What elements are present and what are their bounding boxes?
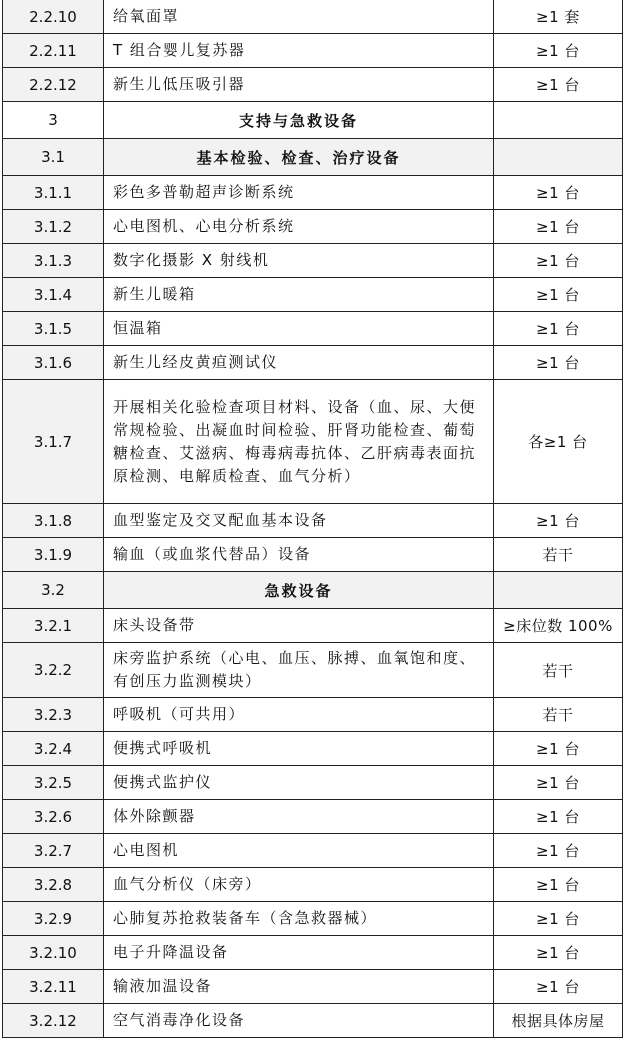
item-quantity: ≥床位数 100% bbox=[494, 609, 623, 643]
item-number: 3.2.7 bbox=[3, 834, 104, 868]
item-quantity: ≥1 台 bbox=[494, 868, 623, 902]
item-number: 3.1.2 bbox=[3, 210, 104, 244]
section-row bbox=[3, 572, 623, 609]
item-quantity: ≥1 台 bbox=[494, 346, 623, 380]
item-number: 3.2.10 bbox=[3, 936, 104, 970]
item-quantity: 若干 bbox=[494, 698, 623, 732]
table-row bbox=[3, 868, 623, 902]
item-number: 3.2.6 bbox=[3, 800, 104, 834]
item-name: 呼吸机（可共用） bbox=[104, 698, 494, 732]
table-row bbox=[3, 732, 623, 766]
table-row bbox=[3, 1004, 623, 1038]
item-quantity: ≥1 台 bbox=[494, 834, 623, 868]
item-quantity: ≥1 台 bbox=[494, 278, 623, 312]
item-name: 输血（或血浆代替品）设备 bbox=[104, 538, 494, 572]
item-number: 3.2.3 bbox=[3, 698, 104, 732]
section-number: 3.2 bbox=[3, 572, 104, 609]
table-row bbox=[3, 902, 623, 936]
item-name: T 组合婴儿复苏器 bbox=[104, 34, 494, 68]
item-number: 3.1.4 bbox=[3, 278, 104, 312]
item-name: 血气分析仪（床旁） bbox=[104, 868, 494, 902]
item-name: 便携式呼吸机 bbox=[104, 732, 494, 766]
item-name: 新生儿经皮黄疸测试仪 bbox=[104, 346, 494, 380]
item-quantity: 根据具体房屋 bbox=[494, 1004, 623, 1038]
item-number: 2.2.11 bbox=[3, 34, 104, 68]
item-quantity: ≥1 台 bbox=[494, 902, 623, 936]
item-quantity: ≥1 台 bbox=[494, 936, 623, 970]
item-quantity: ≥1 台 bbox=[494, 176, 623, 210]
item-name: 血型鉴定及交叉配血基本设备 bbox=[104, 504, 494, 538]
item-number: 3.1.5 bbox=[3, 312, 104, 346]
item-number: 3.2.9 bbox=[3, 902, 104, 936]
item-name: 心肺复苏抢救装备车（含急救器械） bbox=[104, 902, 494, 936]
section-row bbox=[3, 139, 623, 176]
table-row bbox=[3, 643, 623, 698]
item-number: 2.2.12 bbox=[3, 68, 104, 102]
item-number: 3.1.9 bbox=[3, 538, 104, 572]
item-quantity bbox=[494, 102, 623, 139]
item-quantity: ≥1 台 bbox=[494, 800, 623, 834]
item-quantity: 各≥1 台 bbox=[494, 380, 623, 504]
table-row bbox=[3, 176, 623, 210]
item-number: 3.2.8 bbox=[3, 868, 104, 902]
item-number: 3.1.8 bbox=[3, 504, 104, 538]
item-number: 3.2.5 bbox=[3, 766, 104, 800]
table-row bbox=[3, 504, 623, 538]
item-quantity: ≥1 台 bbox=[494, 244, 623, 278]
item-number: 3.2.4 bbox=[3, 732, 104, 766]
item-quantity: ≥1 台 bbox=[494, 504, 623, 538]
section-row bbox=[3, 102, 623, 139]
item-name: 输液加温设备 bbox=[104, 970, 494, 1004]
table-row bbox=[3, 244, 623, 278]
item-name: 床头设备带 bbox=[104, 609, 494, 643]
table-row bbox=[3, 800, 623, 834]
table-row bbox=[3, 538, 623, 572]
table-row bbox=[3, 68, 623, 102]
item-quantity: 若干 bbox=[494, 643, 623, 698]
table-row bbox=[3, 312, 623, 346]
section-title: 基本检验、检查、治疗设备 bbox=[104, 139, 494, 176]
section-title: 支持与急救设备 bbox=[104, 102, 494, 139]
item-name: 便携式监护仪 bbox=[104, 766, 494, 800]
item-number: 3.2.1 bbox=[3, 609, 104, 643]
item-quantity: 若干 bbox=[494, 538, 623, 572]
item-quantity: ≥1 台 bbox=[494, 210, 623, 244]
item-quantity: ≥1 台 bbox=[494, 312, 623, 346]
table-row bbox=[3, 0, 623, 34]
item-name: 彩色多普勒超声诊断系统 bbox=[104, 176, 494, 210]
item-quantity: ≥1 台 bbox=[494, 34, 623, 68]
item-number: 3.2.12 bbox=[3, 1004, 104, 1038]
table-row bbox=[3, 936, 623, 970]
table-row bbox=[3, 970, 623, 1004]
item-name: 开展相关化验检查项目材料、设备（血、尿、大便常规检验、出凝血时间检验、肝肾功能检查、葡萄糖检查、艾滋病、梅毒病毒抗体、乙肝病毒表面抗原检测、电解质检查、血气分析） bbox=[104, 380, 494, 504]
item-quantity bbox=[494, 139, 623, 176]
item-name: 新生儿暖箱 bbox=[104, 278, 494, 312]
item-quantity: ≥1 套 bbox=[494, 0, 623, 34]
item-number: 3.1.1 bbox=[3, 176, 104, 210]
table-row bbox=[3, 609, 623, 643]
item-number: 2.2.10 bbox=[3, 0, 104, 34]
item-name: 体外除颤器 bbox=[104, 800, 494, 834]
item-number: 3.1.6 bbox=[3, 346, 104, 380]
item-name: 心电图机 bbox=[104, 834, 494, 868]
section-number: 3.1 bbox=[3, 139, 104, 176]
item-number: 3.2.11 bbox=[3, 970, 104, 1004]
item-number: 3.1.3 bbox=[3, 244, 104, 278]
item-name: 电子升降温设备 bbox=[104, 936, 494, 970]
item-quantity: ≥1 台 bbox=[494, 766, 623, 800]
table-row bbox=[3, 34, 623, 68]
section-number: 3 bbox=[3, 102, 104, 139]
item-quantity: ≥1 台 bbox=[494, 732, 623, 766]
item-name: 数字化摄影 X 射线机 bbox=[104, 244, 494, 278]
table-row bbox=[3, 380, 623, 504]
item-quantity: ≥1 台 bbox=[494, 970, 623, 1004]
table-row bbox=[3, 346, 623, 380]
item-quantity: ≥1 台 bbox=[494, 68, 623, 102]
item-name: 空气消毒净化设备 bbox=[104, 1004, 494, 1038]
table-row bbox=[3, 278, 623, 312]
item-name: 恒温箱 bbox=[104, 312, 494, 346]
item-name: 新生儿低压吸引器 bbox=[104, 68, 494, 102]
item-name: 床旁监护系统（心电、血压、脉搏、血氧饱和度、有创压力监测模块） bbox=[104, 643, 494, 698]
section-title: 急救设备 bbox=[104, 572, 494, 609]
item-number: 3.2.2 bbox=[3, 643, 104, 698]
table-row bbox=[3, 766, 623, 800]
table-row bbox=[3, 698, 623, 732]
table-row bbox=[3, 210, 623, 244]
equipment-table bbox=[2, 0, 623, 1038]
item-name: 给氧面罩 bbox=[104, 0, 494, 34]
item-name: 心电图机、心电分析系统 bbox=[104, 210, 494, 244]
item-quantity bbox=[494, 572, 623, 609]
table-row bbox=[3, 834, 623, 868]
item-number: 3.1.7 bbox=[3, 380, 104, 504]
